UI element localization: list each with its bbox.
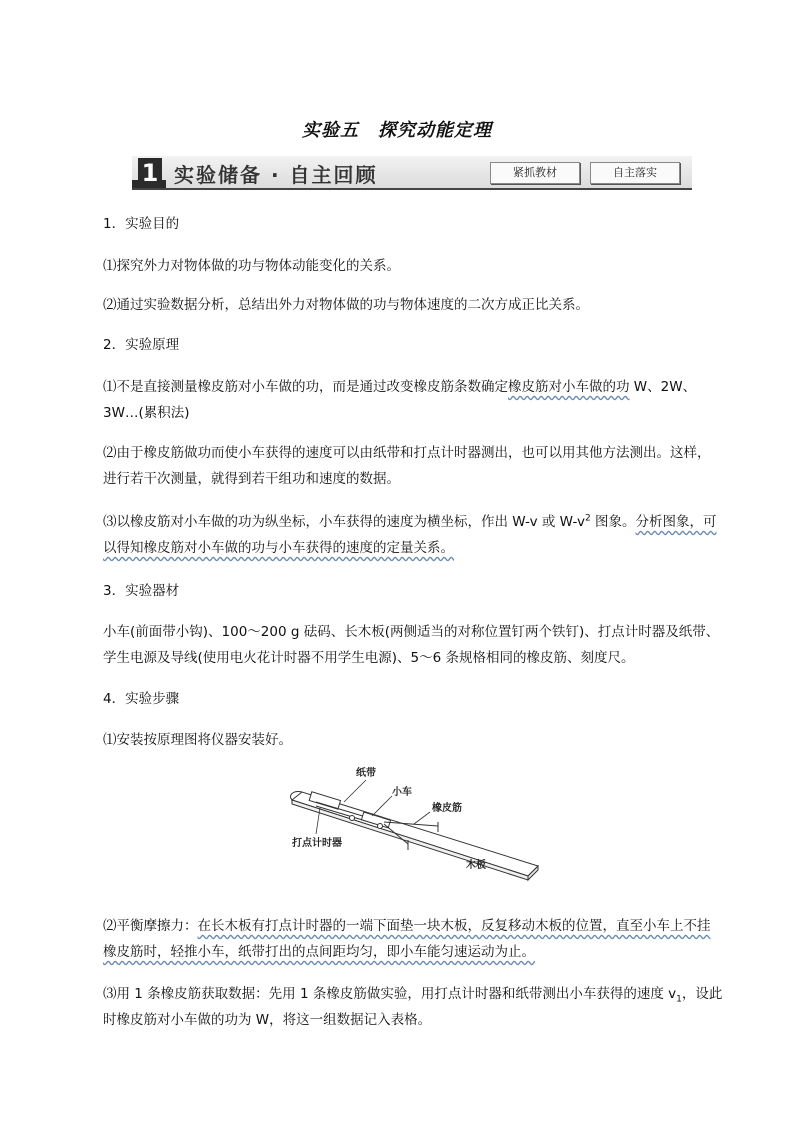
equipment-list: 小车(前面带小钩)、100～200 g 砝码、长木板(两侧适当的对称位置钉两个铁钉)、打点计时器及纸带、学生电源及导线(使用电火花计时器不用学生电源)、5～6 条规格相同的橡皮筋、刻度尺。 — [103, 624, 720, 666]
section-banner — [132, 156, 692, 190]
principle-1-part-c: W、2W、 — [629, 379, 697, 395]
principle-item-1 — [103, 374, 723, 426]
textbook-button[interactable]: 紧抓教材 — [490, 162, 580, 184]
step-2-lead: ⑵平衡摩擦力： — [103, 918, 198, 934]
cart-wheel-icon — [350, 816, 355, 821]
step-2-underlined: 在长木板有打点计时器的一端下面垫一块木板，反复移动木板的位置，直至小车上不挂橡皮筋时，轻推小车，纸带打出的点间距均匀，即小车能匀速运动为止。 — [103, 918, 711, 960]
self-study-button[interactable]: 自主落实 — [590, 162, 680, 184]
step-3-subscript: 1 — [676, 994, 682, 1005]
principle-1-part-a: ⑴不是直接测量橡皮筋对小车做的功，而是通过改变橡皮筋条数确定 — [103, 379, 508, 395]
principle-3-part-b: 图象。 — [590, 514, 636, 530]
heading-equipment: 3．实验器材 — [103, 583, 180, 599]
purpose-item-2: ⑵通过实验数据分析，总结出外力对物体做的功与物体速度的二次方成正比关系。 — [103, 297, 589, 313]
principle-item-3 — [103, 509, 723, 561]
step-3-part-a: ⑶用 1 条橡皮筋获取数据：先用 1 条橡皮筋做实验，用打点计时器和纸带测出小车获得的速度 v — [103, 986, 677, 1002]
principle-1-underlined: 橡皮筋对小车做的功 — [508, 379, 630, 395]
principle-3-part-a: ⑶以橡皮筋对小车做的功为纵坐标，小车获得的速度为横坐标，作出 W-v 或 W-v — [103, 514, 585, 530]
heading-steps: 4．实验步骤 — [103, 691, 180, 707]
step-3-part-b: ，设此时橡皮筋对小车做的功为 W，将这一组数据记入表格。 — [103, 986, 723, 1028]
banner-title: 实验储备 · 自主回顾 — [174, 163, 378, 187]
principle-3-superscript: 2 — [584, 513, 591, 524]
label-rubber-band: 橡皮筋 — [432, 803, 462, 814]
label-paper-tape: 纸带 — [356, 768, 376, 779]
label-board: 木板 — [466, 860, 486, 871]
step-1: ⑴安装按原理图将仪器安装好。 — [103, 732, 292, 748]
purpose-item-1: ⑴探究外力对物体做的功与物体动能变化的关系。 — [103, 258, 400, 274]
heading-principle: 2．实验原理 — [103, 337, 180, 353]
principle-3-underlined: 分析图象，可以得知橡皮筋对小车做的功与小车获得的速度的定量关系。 — [103, 514, 717, 556]
label-timer: 打点计时器 — [292, 838, 342, 849]
step-2 — [103, 913, 723, 965]
principle-item-2: ⑵由于橡皮筋做功而使小车获得的速度可以由纸带和打点计时器测出，也可以用其他方法测出。这样，进行若干次测量，就得到若干组功和速度的数据。 — [103, 445, 711, 487]
step-3 — [103, 981, 723, 1033]
heading-purpose: 1．实验目的 — [103, 216, 180, 232]
page-title: 实验五 探究动能定理 — [302, 120, 492, 141]
label-cart: 小车 — [392, 787, 412, 798]
section-number-badge: 1 — [138, 158, 162, 188]
principle-1-part-d: 3W…(累积法) — [103, 405, 190, 421]
apparatus-diagram — [280, 762, 540, 892]
